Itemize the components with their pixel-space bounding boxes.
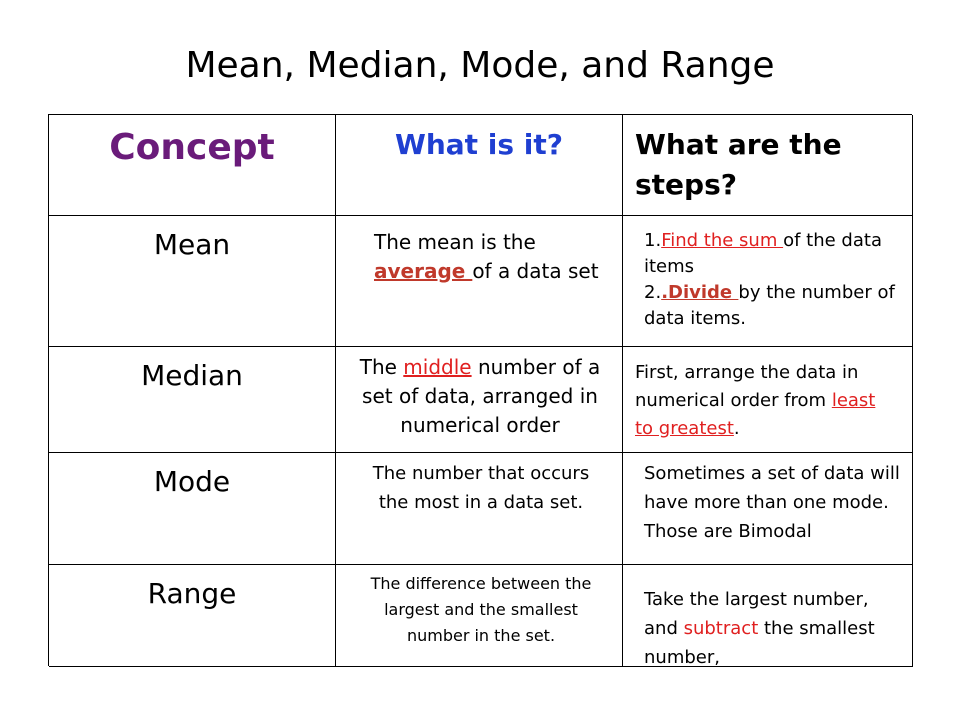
mean-step-2-text: by the number of data items.: [644, 282, 895, 329]
median-def-highlight: middle: [403, 355, 472, 379]
row-median-concept: Median: [49, 347, 336, 453]
row-range-definition: [336, 565, 623, 667]
row-mode-steps: [623, 453, 913, 565]
mean-def-highlight: average: [374, 259, 473, 283]
row-mean-concept: Mean: [49, 216, 336, 347]
concept-table: [48, 114, 912, 666]
mean-step-1-num: 1.: [644, 230, 662, 251]
median-def-text: The: [359, 355, 404, 379]
row-range-steps: [623, 565, 913, 667]
row-median-steps: [623, 347, 913, 453]
median-steps-text-end: .: [733, 418, 740, 439]
range-steps-highlight: subtract: [683, 618, 759, 639]
median-steps-highlight: least to greatest: [635, 390, 876, 439]
median-steps-text: First, arrange the data in numerical order from: [635, 362, 859, 411]
range-steps-text: Take the largest number, and: [644, 589, 869, 639]
header-steps: What are the steps?: [623, 115, 913, 216]
mean-step-2-highlight: .Divide: [661, 282, 739, 303]
row-mode-concept: Mode: [49, 453, 336, 565]
median-def-text-end: number of a set of data, arranged in numerical order: [362, 355, 601, 437]
row-mode-definition: [336, 453, 623, 565]
row-median-definition: [336, 347, 623, 453]
mean-step-2: [644, 280, 904, 332]
mean-step-1-highlight: Find the sum: [661, 230, 784, 251]
header-concept: Concept: [49, 115, 336, 216]
row-mean-steps: [623, 216, 913, 347]
row-range-concept: Range: [49, 565, 336, 667]
range-steps-text-end: the smallest number,: [644, 618, 875, 667]
mean-step-2-num: 2.: [644, 282, 662, 303]
slide-title: Mean, Median, Mode, and Range: [185, 45, 775, 86]
header-what-is-it: What is it?: [336, 115, 623, 216]
row-mean-definition: [336, 216, 623, 347]
mode-def-text: The number that occurs the most in a data set.: [372, 463, 590, 513]
mean-step-1-text: of the data items: [644, 230, 882, 277]
mean-def-text-end: of a data set: [472, 259, 599, 283]
range-def-text: The difference between the largest and the smallest number in the set.: [370, 574, 592, 645]
mean-step-1: [644, 228, 904, 280]
mean-def-text: The mean is the: [374, 230, 536, 254]
mode-steps-text: Sometimes a set of data will have more than one mode. Those are Bimodal: [644, 463, 900, 542]
